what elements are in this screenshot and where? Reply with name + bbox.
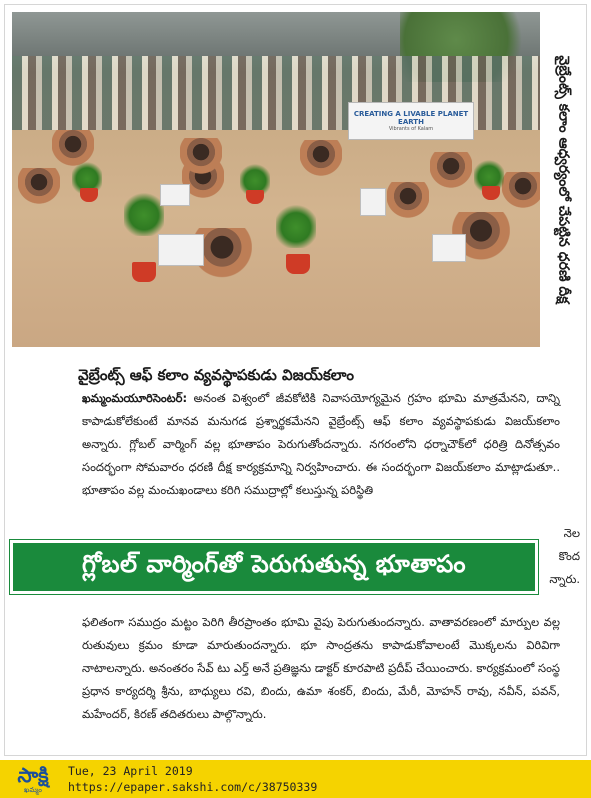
banner-subtitle: Vibrants of Kalam — [388, 126, 434, 132]
paragraph-1: అనంత విశ్వంలో జీవకోటికి నివాసయోగ్యమైన గ్రహం భూమి మాత్రమేనని, దాన్ని కాపాడుకోలేకుంటే మానవ మనుగడ ప్రశ్నార్థకమేనని వైబ్రేంట్స్ ఆఫ్ కలాం వ్యవస్థాపకుడు విజయ్‌కలాం అన్నారు. గ్లోబల్ వార్మింగ్ వల్ల భూతాపం పెరుగుతోందన్నారు. నగరంలోని ధర్నాచౌక్‌లో ధరిత్రి దినోత్సవం సందర్భంగా సోమవారం ధరణి దీక్ష కార్యక్రమాన్ని నిర్వహించారు. ఈ సందర్భంగా విజయ్‌కలాం మాట్లాడుతూ.. భూతాపం వల్ల మంచుఖండాలు కరిగి సముద్రాల్లో కలుస్తున్న పరిస్థితి — [82, 391, 561, 497]
paragraph-2: ఫలితంగా సముద్రం మట్టం పెరిగి తీరప్రాంతం భూమి వైపు పెరుగుతుందన్నారు. వాతావరణంలో మార్పుల వల్ల రుతువులు క్రమం కూడా మారుతుందన్నారు. భూ సాంద్రతను కాపాడుకోవాలంటే మొక్కలను విరివిగా నాటాలన్నారు. అనంతరం సేవ్ టు ఎర్త్ అనే ప్రతిజ్ఞను డాక్టర్ కూరపాటి ప్రదీప్ చేయించారు. కార్యక్రమంలో సంస్థ ప్రధాన కార్యదర్శి శ్రీను, బాధ్యులు రవి, బిందు, ఉమా శంకర్, బిందు, మేరీ, మోహన్ రావు, నవీన్, పవన్, మహేందర్, కిరణ్ తదితరులు పాల్గొన్నారు. — [82, 614, 560, 721]
pot — [132, 262, 156, 282]
logo-edition: ఖమ్మం — [24, 785, 42, 794]
placard — [360, 188, 386, 216]
article-body-continued — [82, 599, 560, 737]
logo-mark: సాక్షి — [17, 762, 49, 787]
continued-line: నెల — [563, 526, 580, 540]
person — [18, 168, 60, 212]
placard — [158, 234, 204, 266]
placard — [160, 184, 190, 206]
person — [300, 140, 342, 184]
pull-quote — [10, 540, 538, 594]
person — [430, 152, 472, 196]
pot — [286, 254, 310, 274]
article-photo — [12, 12, 540, 347]
article-headline: వైబ్రేంట్స్ ఆఫ్ కలాం వ్యవస్థాపకుడు విజయ్‌కలాం — [78, 366, 354, 384]
person — [502, 172, 540, 216]
publish-date: Tue, 23 April 2019 — [68, 764, 193, 778]
pot — [80, 188, 98, 202]
person — [180, 138, 222, 182]
pull-quote-text: గ్లోబల్ వార్మింగ్‌తో పెరుగుతున్న భూతాపం — [81, 550, 467, 578]
photo-banner — [348, 102, 474, 140]
pot — [482, 186, 500, 200]
person — [387, 182, 429, 226]
footer-meta — [68, 763, 317, 795]
plant — [276, 202, 316, 248]
plant — [124, 190, 164, 236]
sakshi-logo — [4, 762, 62, 796]
photo-caption-text: వైబ్రేంట్స్ కలాం ఆధ్వర్యంలో చేపట్టిన ధరణి దీక్ష — [555, 54, 572, 304]
placard — [432, 234, 466, 262]
epaper-link[interactable]: https://epaper.sakshi.com/c/38750339 — [68, 780, 318, 794]
banner-title: CREATING A LIVABLE PLANET EARTH — [353, 110, 469, 126]
continued-line: కొంద — [558, 549, 580, 563]
dateline: ఖమ్మంమయూరిసెంటర్: — [82, 391, 188, 405]
photo-caption — [548, 14, 576, 344]
article-body — [82, 387, 560, 502]
continued-line: న్నారు. — [549, 572, 580, 586]
pot — [246, 190, 264, 204]
